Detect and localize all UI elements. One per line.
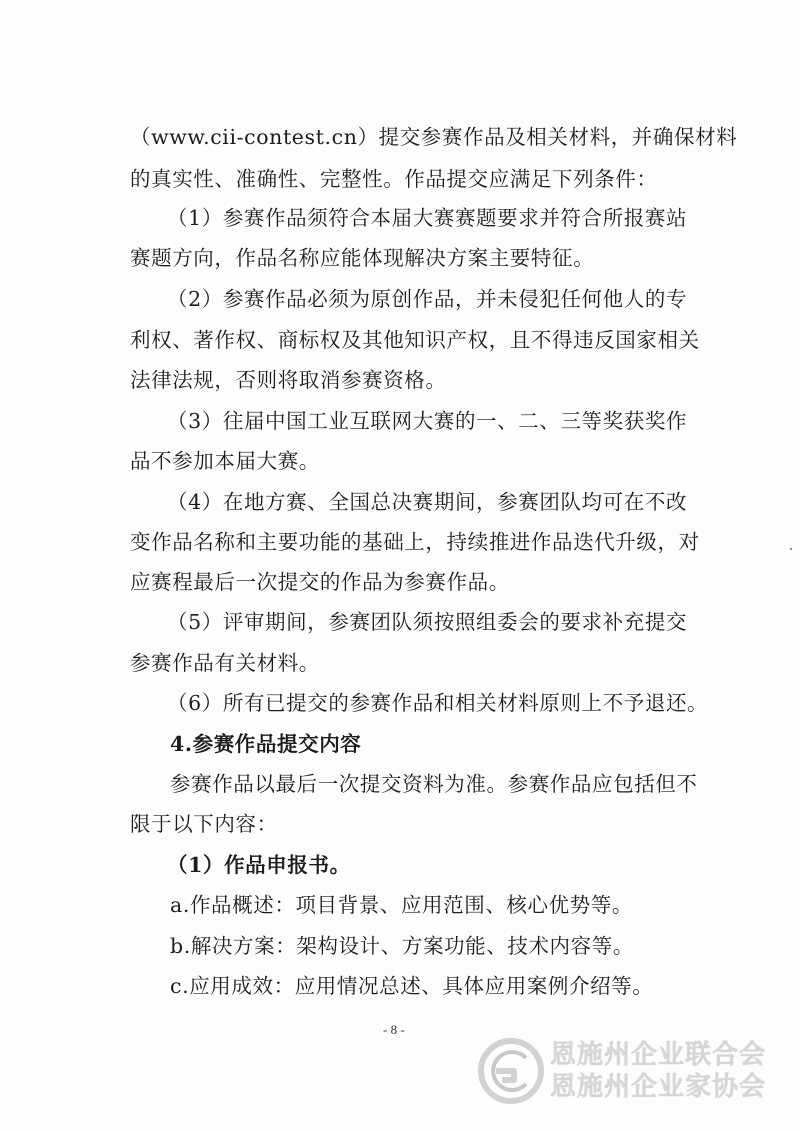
text-line: （1）参赛作品须符合本届大赛赛题要求并符合所报赛站 bbox=[167, 206, 688, 230]
text-line: 参赛作品有关材料。 bbox=[130, 651, 320, 675]
text-line: （5）评审期间，参赛团队须按照组委会的要求补充提交 bbox=[167, 610, 688, 634]
watermark bbox=[474, 1034, 794, 1108]
text-line: 法律法规，否则将取消参赛资格。 bbox=[130, 368, 447, 392]
text-line: 的真实性、准确性、完整性。作品提交应满足下列条件： bbox=[130, 167, 658, 191]
text-line: （6）所有已提交的参赛作品和相关材料原则上不予退还。 bbox=[167, 691, 709, 715]
watermark-line-2: 恩施州企业家协会 bbox=[550, 1072, 767, 1102]
text-line: （4）在地方赛、全国总决赛期间，参赛团队均可在不改 bbox=[167, 490, 688, 514]
text-line: （2）参赛作品必须为原创作品，并未侵犯任何他人的专 bbox=[167, 287, 688, 311]
association-logo-icon bbox=[474, 1034, 548, 1108]
text-line: （www.cii-contest.cn）提交参赛作品及相关材料，并确保材料 bbox=[130, 125, 738, 149]
text-line: 限于以下内容： bbox=[130, 812, 278, 836]
text-line: a.作品概述：项目背景、应用范围、核心优势等。 bbox=[170, 893, 634, 917]
text-line: 利权、著作权、商标权及其他知识产权，且不得违反国家相关 bbox=[130, 328, 700, 352]
text-line: 参赛作品以最后一次提交资料为准。参赛作品应包括但不 bbox=[170, 772, 698, 796]
page-number: - 8 - bbox=[383, 1022, 405, 1037]
text-line: b.解决方案：架构设计、方案功能、技术内容等。 bbox=[170, 934, 634, 958]
text-line: 应赛程最后一次提交的作品为参赛作品。 bbox=[130, 570, 510, 594]
scan-speck bbox=[790, 548, 792, 550]
text-line: 赛题方向，作品名称应能体现解决方案主要特征。 bbox=[130, 246, 595, 270]
section-heading: 4.参赛作品提交内容 bbox=[170, 732, 362, 756]
text-line: （3）往届中国工业互联网大赛的一、二、三等奖获奖作 bbox=[167, 409, 688, 433]
subsection-heading: （1）作品申报书。 bbox=[167, 853, 351, 877]
text-line: 变作品名称和主要功能的基础上，持续推进作品迭代升级，对 bbox=[130, 530, 700, 554]
text-line: 品不参加本届大赛。 bbox=[130, 449, 320, 473]
watermark-line-1: 恩施州企业联合会 bbox=[550, 1040, 767, 1070]
text-line: c.应用成效：应用情况总述、具体应用案例介绍等。 bbox=[170, 974, 654, 998]
